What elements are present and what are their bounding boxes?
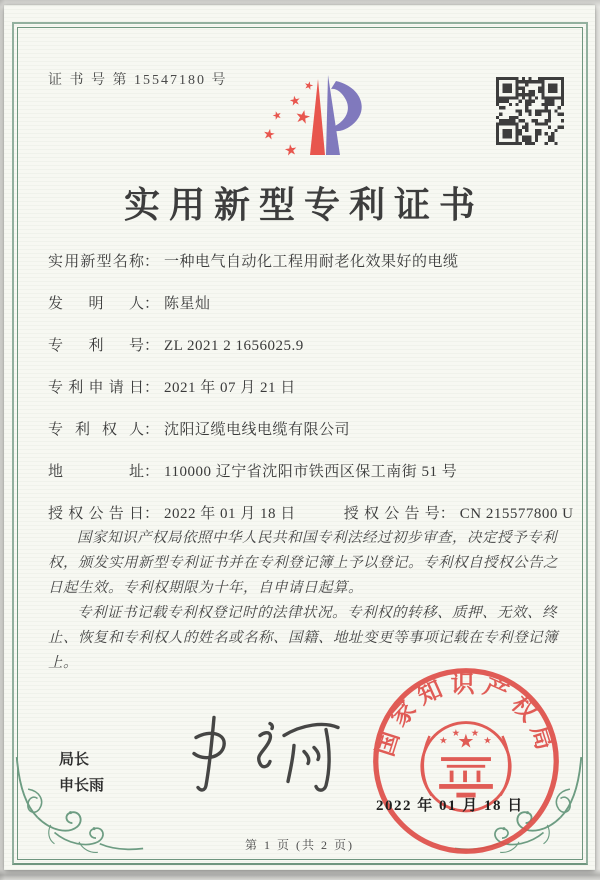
certificate-paper [4,5,595,870]
legal-paragraph-1: 国家知识产权局依照中华人民共和国专利法经过初步审查，决定授予专利权，颁发实用新型专利证书并在专利登记簿上予以登记。专利权自授权公告之日起生效。专利权期限为十年，自申请日起算。 [48,530,558,596]
grant-date-label: 授权公告日 [48,506,144,522]
field-value: 110000 辽宁省沈阳市铁西区保工南街 51 号 [164,464,458,480]
photo-edge-top [0,0,600,7]
field-value: 2021 年 07 月 21 日 [164,380,296,396]
photo-edge-bottom [0,869,600,880]
svg-text:★: ★ [261,126,277,144]
svg-text:★: ★ [302,79,315,94]
field-row: 专利号： ZL 2021 2 1656025.9 [48,338,304,354]
svg-text:★: ★ [270,108,284,124]
svg-text:★: ★ [439,735,448,747]
field-row: 地址： 110000 辽宁省沈阳市铁西区保工南街 51 号 [48,464,458,480]
qr-code [496,77,564,145]
field-value: ZL 2021 2 1656025.9 [164,338,304,354]
svg-text:★: ★ [451,728,461,740]
seal-org-text: 国家知识产权局 [372,672,560,760]
cnipa-ip-logo-icon [258,67,364,163]
svg-text:★: ★ [470,728,480,740]
svg-text:★: ★ [287,92,302,109]
signer-title: 局长 [59,751,90,768]
field-label: 地址 [48,464,144,480]
logo-stars [261,79,315,160]
seal-date: 2022 年 01 月 18 日 [376,798,524,814]
field-value: 一种电气自动化工程用耐老化效果好的电缆 [164,254,459,270]
field-value: 陈星灿 [164,296,211,312]
field-label: 实用新型名称 [48,254,144,270]
photo-edge-left [0,0,5,880]
grant-row: 授权公告日： 2022 年 01 月 18 日 授权公告号： CN 215577800 U [48,506,574,522]
certificate-number: 证 书 号 第 15547180 号 [48,73,228,88]
official-seal [370,665,562,857]
svg-text:★: ★ [483,735,492,747]
field-row: 专利权人： 沈阳辽缆电线电缆有限公司 [48,422,351,438]
field-label: 专利申请日 [48,380,144,396]
grant-date-value: 2022 年 01 月 18 日 [164,506,296,522]
svg-text:★: ★ [283,142,299,160]
svg-text:★: ★ [457,731,475,753]
certificate-title: 实用新型专利证书 [123,185,484,225]
field-value: 沈阳辽缆电线电缆有限公司 [164,422,351,438]
page-number: 第 1 页 (共 2 页) [245,838,354,852]
legal-text [48,526,564,676]
field-row: 发明人： 陈星灿 [48,296,211,312]
legal-paragraph-2: 专利证书记载专利权登记时的法律状况。专利权的转移、质押、无效、终止、恢复和专利权人的姓名或名称、国籍、地址变更等事项记载在专利登记簿上。 [48,605,558,671]
field-label: 专利号 [48,338,144,354]
field-row: 实用新型名称： 一种电气自动化工程用耐老化效果好的电缆 [48,254,459,270]
field-list [48,253,573,547]
signer-name: 申长雨 [59,777,105,794]
grant-no-value: CN 215577800 U [459,506,574,522]
field-label: 专利权人 [48,422,144,438]
signer-block [59,747,104,799]
grant-no-label: 授权公告号 [343,506,440,522]
field-label: 发明人 [48,296,144,312]
handwritten-signature [176,709,346,804]
svg-text:★: ★ [292,105,313,129]
field-row: 专利申请日： 2021 年 07 月 21 日 [48,380,296,396]
